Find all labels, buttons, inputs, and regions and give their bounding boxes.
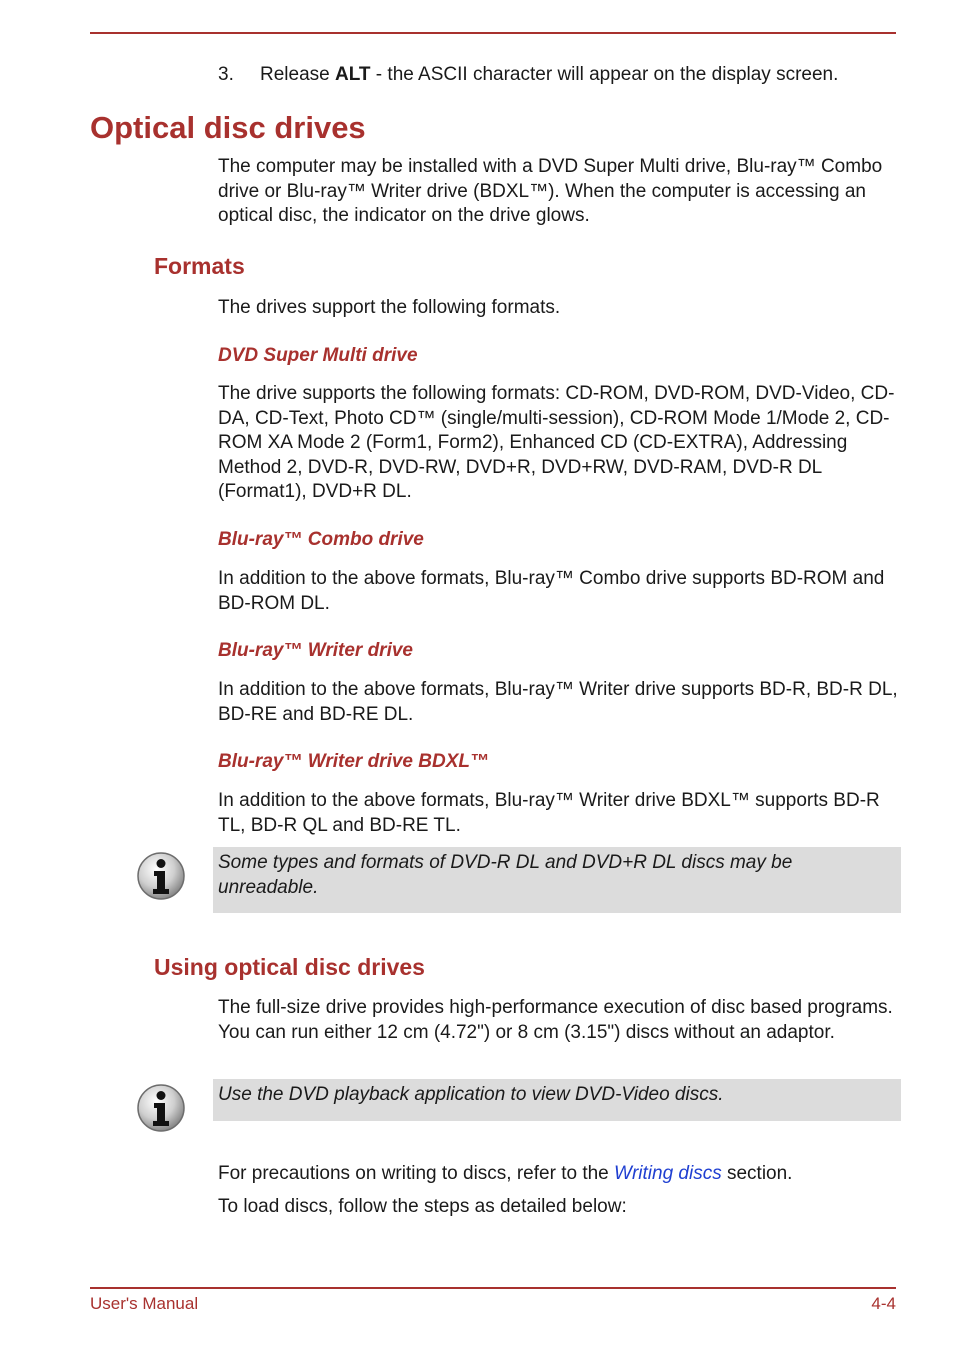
step-text: Release ALT - the ASCII character will appear on the display screen. bbox=[260, 64, 839, 85]
note-text: Use the DVD playback application to view DVD-Video discs. bbox=[218, 1084, 724, 1105]
bluray-writer-bdxl-text: In addition to the above formats, Blu-ray™ Writer drive BDXL™ supports BD-R TL, BD-R QL and BD-RE TL. bbox=[218, 790, 880, 836]
footer-page-number: 4-4 bbox=[871, 1294, 896, 1313]
info-icon bbox=[136, 1083, 186, 1133]
note-box bbox=[213, 847, 901, 913]
dvd-super-multi-heading: DVD Super Multi drive bbox=[218, 345, 418, 366]
note-box bbox=[213, 1079, 901, 1121]
bluray-writer-bdxl-heading: Blu-ray™ Writer drive BDXL™ bbox=[218, 751, 489, 772]
formats-intro: The drives support the following formats. bbox=[218, 297, 561, 318]
formats-heading: Formats bbox=[154, 253, 245, 279]
bluray-combo-text: In addition to the above formats, Blu-ray™ Combo drive supports BD-ROM and BD-ROM DL. bbox=[218, 568, 885, 614]
using-heading: Using optical disc drives bbox=[154, 954, 425, 980]
dvd-super-multi-text: The drive supports the following formats: CD-ROM, DVD-ROM, DVD-Video, CD-DA, CD-Text, Photo CD™ (single/multi-session), CD-ROM Mode 1/Mode 2, CD-ROM XA Mode 2 (Form1, Form2), Enhanced CD (CD-EXTRA), Addressing Method 2, DVD-R, DVD-RW, DVD+R, DVD+RW, DVD-RAM, DVD-R DL (Format1), DVD+R DL. bbox=[218, 383, 895, 502]
alt-key-label: ALT bbox=[335, 64, 371, 85]
page-title: Optical disc drives bbox=[90, 110, 366, 145]
intro-paragraph: The computer may be installed with a DVD Super Multi drive, Blu-ray™ Combo drive or Blu-ray™ Writer drive (BDXL™). When the computer is accessing an optical disc, the indicator on the drive glows. bbox=[218, 156, 883, 226]
footer-rule bbox=[90, 1287, 896, 1289]
info-icon bbox=[136, 851, 186, 901]
load-discs-paragraph: To load discs, follow the steps as detailed below: bbox=[218, 1196, 627, 1217]
bluray-writer-heading: Blu-ray™ Writer drive bbox=[218, 640, 413, 661]
header-rule bbox=[90, 32, 896, 34]
bluray-writer-text: In addition to the above formats, Blu-ray™ Writer drive supports BD-R, BD-R DL, BD-RE and BD-RE DL. bbox=[218, 679, 898, 725]
bluray-combo-heading: Blu-ray™ Combo drive bbox=[218, 529, 424, 550]
precautions-paragraph: For precautions on writing to discs, refer to the Writing discs section. bbox=[218, 1163, 793, 1184]
using-paragraph: The full-size drive provides high-performance execution of disc based programs. You can run either 12 cm (4.72") or 8 cm (3.15") discs without an adaptor. bbox=[218, 997, 893, 1043]
footer-manual-title: User's Manual bbox=[90, 1294, 199, 1313]
step-number: 3. bbox=[218, 64, 234, 85]
note-text: Some types and formats of DVD-R DL and DVD+R DL discs may be unreadable. bbox=[218, 852, 793, 898]
writing-discs-link[interactable]: Writing discs bbox=[614, 1163, 722, 1184]
